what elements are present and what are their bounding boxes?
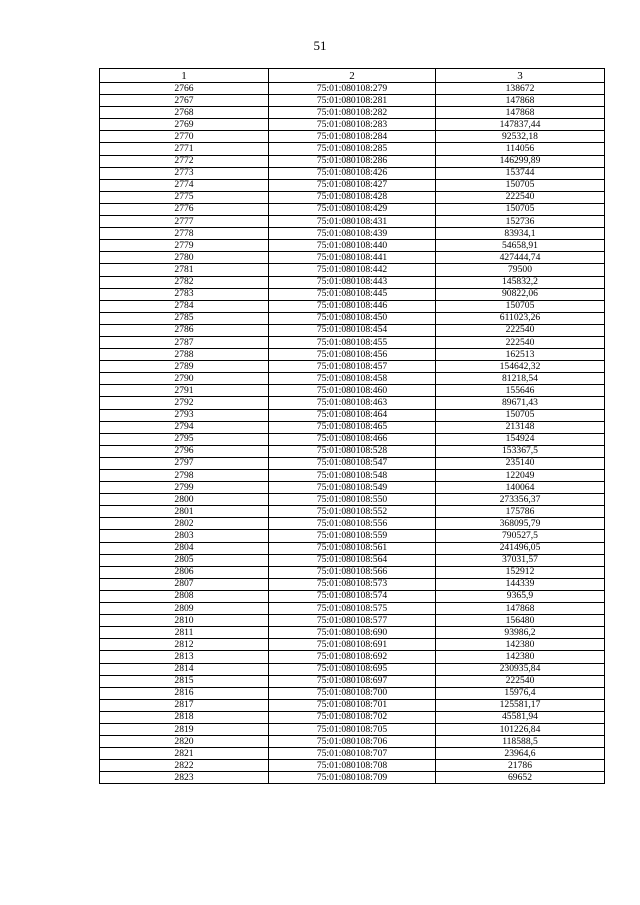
table-row [100, 445, 605, 457]
value-cell: 155646 [436, 385, 605, 397]
row-number-cell: 2784 [100, 300, 269, 312]
row-number-cell: 2806 [100, 566, 269, 578]
table-row [100, 155, 605, 167]
table-row [100, 276, 605, 288]
table-row [100, 264, 605, 276]
value-cell: 23964,6 [436, 748, 605, 760]
table-row [100, 167, 605, 179]
table-row [100, 336, 605, 348]
cadastral-number-cell: 75:01:080108:429 [269, 203, 436, 215]
table-row [100, 119, 605, 131]
cadastral-number-cell: 75:01:080108:691 [269, 639, 436, 651]
row-number-cell: 2798 [100, 470, 269, 482]
table-row [100, 554, 605, 566]
cadastral-number-cell: 75:01:080108:457 [269, 361, 436, 373]
cadastral-number-cell: 75:01:080108:573 [269, 578, 436, 590]
table-row [100, 639, 605, 651]
row-number-cell: 2800 [100, 494, 269, 506]
value-cell: 213148 [436, 421, 605, 433]
cadastral-number-cell: 75:01:080108:561 [269, 542, 436, 554]
value-cell: 153367,5 [436, 445, 605, 457]
row-number-cell: 2804 [100, 542, 269, 554]
table-row [100, 699, 605, 711]
value-cell: 142380 [436, 651, 605, 663]
table-row [100, 83, 605, 95]
row-number-cell: 2815 [100, 675, 269, 687]
cadastral-number-cell: 75:01:080108:465 [269, 421, 436, 433]
row-number-cell: 2814 [100, 663, 269, 675]
row-number-cell: 2803 [100, 530, 269, 542]
value-cell: 156480 [436, 615, 605, 627]
table-row [100, 748, 605, 760]
value-cell: 150705 [436, 179, 605, 191]
row-number-cell: 2792 [100, 397, 269, 409]
value-cell: 611023,26 [436, 312, 605, 324]
cadastral-number-cell: 75:01:080108:428 [269, 191, 436, 203]
row-number-cell: 2819 [100, 723, 269, 735]
value-cell: 273356,37 [436, 494, 605, 506]
row-number-cell: 2777 [100, 216, 269, 228]
value-cell: 235140 [436, 457, 605, 469]
table-row [100, 433, 605, 445]
row-number-cell: 2766 [100, 83, 269, 95]
cadastral-number-cell: 75:01:080108:708 [269, 760, 436, 772]
row-number-cell: 2782 [100, 276, 269, 288]
row-number-cell: 2768 [100, 107, 269, 119]
value-cell: 81218,54 [436, 373, 605, 385]
cadastral-number-cell: 75:01:080108:439 [269, 228, 436, 240]
table-row [100, 772, 605, 784]
cadastral-number-cell: 75:01:080108:458 [269, 373, 436, 385]
table-row [100, 143, 605, 155]
cadastral-number-cell: 75:01:080108:454 [269, 324, 436, 336]
row-number-cell: 2772 [100, 155, 269, 167]
value-cell: 152736 [436, 216, 605, 228]
value-cell: 222540 [436, 191, 605, 203]
cadastral-number-cell: 75:01:080108:697 [269, 675, 436, 687]
row-number-cell: 2797 [100, 457, 269, 469]
table-row [100, 457, 605, 469]
row-number-cell: 2795 [100, 433, 269, 445]
value-cell: 146299,89 [436, 155, 605, 167]
cadastral-number-cell: 75:01:080108:455 [269, 336, 436, 348]
value-cell: 790527,5 [436, 530, 605, 542]
row-number-cell: 2793 [100, 409, 269, 421]
table-row [100, 736, 605, 748]
row-number-cell: 2791 [100, 385, 269, 397]
table-row [100, 228, 605, 240]
row-number-cell: 2796 [100, 445, 269, 457]
table-row [100, 349, 605, 361]
table-row [100, 324, 605, 336]
value-cell: 145832,2 [436, 276, 605, 288]
row-number-cell: 2776 [100, 203, 269, 215]
table-row [100, 470, 605, 482]
table-body [100, 83, 605, 784]
row-number-cell: 2816 [100, 687, 269, 699]
cadastral-number-cell: 75:01:080108:464 [269, 409, 436, 421]
table-row [100, 361, 605, 373]
table-row [100, 578, 605, 590]
cadastral-number-cell: 75:01:080108:577 [269, 615, 436, 627]
table-row [100, 711, 605, 723]
table-row [100, 663, 605, 675]
cadastral-number-cell: 75:01:080108:440 [269, 240, 436, 252]
value-cell: 147868 [436, 603, 605, 615]
value-cell: 153744 [436, 167, 605, 179]
cadastral-number-cell: 75:01:080108:706 [269, 736, 436, 748]
value-cell: 45581,94 [436, 711, 605, 723]
row-number-cell: 2774 [100, 179, 269, 191]
row-number-cell: 2781 [100, 264, 269, 276]
value-cell: 90822,06 [436, 288, 605, 300]
table-row [100, 373, 605, 385]
cadastral-number-cell: 75:01:080108:549 [269, 482, 436, 494]
row-number-cell: 2805 [100, 554, 269, 566]
value-cell: 54658,91 [436, 240, 605, 252]
table-row [100, 385, 605, 397]
table-row [100, 530, 605, 542]
row-number-cell: 2808 [100, 590, 269, 602]
value-cell: 15976,4 [436, 687, 605, 699]
row-number-cell: 2779 [100, 240, 269, 252]
row-number-cell: 2783 [100, 288, 269, 300]
table-row [100, 675, 605, 687]
cadastral-number-cell: 75:01:080108:460 [269, 385, 436, 397]
cadastral-number-cell: 75:01:080108:285 [269, 143, 436, 155]
row-number-cell: 2790 [100, 373, 269, 385]
row-number-cell: 2812 [100, 639, 269, 651]
value-cell: 154924 [436, 433, 605, 445]
row-number-cell: 2786 [100, 324, 269, 336]
table-row [100, 312, 605, 324]
value-cell: 122049 [436, 470, 605, 482]
value-cell: 147868 [436, 107, 605, 119]
row-number-cell: 2811 [100, 627, 269, 639]
value-cell: 138672 [436, 83, 605, 95]
value-cell: 222540 [436, 675, 605, 687]
value-cell: 125581,17 [436, 699, 605, 711]
column-header-1: 1 [100, 69, 269, 83]
row-number-cell: 2788 [100, 349, 269, 361]
page-number: 51 [313, 38, 327, 53]
row-number-cell: 2801 [100, 506, 269, 518]
value-cell: 162513 [436, 349, 605, 361]
cadastral-number-cell: 75:01:080108:528 [269, 445, 436, 457]
table-row [100, 203, 605, 215]
table-row [100, 518, 605, 530]
value-cell: 79500 [436, 264, 605, 276]
table-row [100, 252, 605, 264]
value-cell: 175786 [436, 506, 605, 518]
value-cell: 152912 [436, 566, 605, 578]
value-cell: 150705 [436, 203, 605, 215]
cadastral-number-cell: 75:01:080108:442 [269, 264, 436, 276]
cadastral-number-cell: 75:01:080108:556 [269, 518, 436, 530]
row-number-cell: 2787 [100, 336, 269, 348]
value-cell: 114056 [436, 143, 605, 155]
value-cell: 118588,5 [436, 736, 605, 748]
cadastral-number-cell: 75:01:080108:426 [269, 167, 436, 179]
cadastral-number-cell: 75:01:080108:547 [269, 457, 436, 469]
table-row [100, 95, 605, 107]
cadastral-number-cell: 75:01:080108:282 [269, 107, 436, 119]
cadastral-number-cell: 75:01:080108:695 [269, 663, 436, 675]
table-row [100, 300, 605, 312]
row-number-cell: 2775 [100, 191, 269, 203]
value-cell: 101226,84 [436, 723, 605, 735]
row-number-cell: 2817 [100, 699, 269, 711]
row-number-cell: 2802 [100, 518, 269, 530]
cadastral-number-cell: 75:01:080108:427 [269, 179, 436, 191]
table-row [100, 179, 605, 191]
cadastral-number-cell: 75:01:080108:559 [269, 530, 436, 542]
cadastral-number-cell: 75:01:080108:446 [269, 300, 436, 312]
table-row [100, 131, 605, 143]
value-cell: 92532,18 [436, 131, 605, 143]
row-number-cell: 2770 [100, 131, 269, 143]
table-row [100, 482, 605, 494]
table-row [100, 107, 605, 119]
cadastral-number-cell: 75:01:080108:564 [269, 554, 436, 566]
cadastral-number-cell: 75:01:080108:702 [269, 711, 436, 723]
table-row [100, 216, 605, 228]
cadastral-number-cell: 75:01:080108:443 [269, 276, 436, 288]
cadastral-number-cell: 75:01:080108:709 [269, 772, 436, 784]
column-header-2: 2 [269, 69, 436, 83]
cadastral-number-cell: 75:01:080108:575 [269, 603, 436, 615]
row-number-cell: 2778 [100, 228, 269, 240]
table-row [100, 542, 605, 554]
table-row [100, 651, 605, 663]
row-number-cell: 2794 [100, 421, 269, 433]
row-number-cell: 2773 [100, 167, 269, 179]
value-cell: 147868 [436, 95, 605, 107]
table-row [100, 687, 605, 699]
value-cell: 142380 [436, 639, 605, 651]
cadastral-number-cell: 75:01:080108:566 [269, 566, 436, 578]
value-cell: 368095,79 [436, 518, 605, 530]
cadastral-number-cell: 75:01:080108:456 [269, 349, 436, 361]
column-header-3: 3 [436, 69, 605, 83]
row-number-cell: 2821 [100, 748, 269, 760]
table-row [100, 603, 605, 615]
table-row [100, 494, 605, 506]
value-cell: 241496,05 [436, 542, 605, 554]
cadastral-number-cell: 75:01:080108:690 [269, 627, 436, 639]
row-number-cell: 2807 [100, 578, 269, 590]
table-row [100, 240, 605, 252]
table-row [100, 627, 605, 639]
cadastral-number-cell: 75:01:080108:548 [269, 470, 436, 482]
row-number-cell: 2810 [100, 615, 269, 627]
cadastral-number-cell: 75:01:080108:692 [269, 651, 436, 663]
cadastral-number-cell: 75:01:080108:463 [269, 397, 436, 409]
cadastral-number-cell: 75:01:080108:441 [269, 252, 436, 264]
cadastral-number-cell: 75:01:080108:450 [269, 312, 436, 324]
value-cell: 69652 [436, 772, 605, 784]
table-row [100, 288, 605, 300]
value-cell: 83934,1 [436, 228, 605, 240]
table-row [100, 566, 605, 578]
cadastral-number-cell: 75:01:080108:701 [269, 699, 436, 711]
value-cell: 9365,9 [436, 590, 605, 602]
cadastral-number-cell: 75:01:080108:705 [269, 723, 436, 735]
value-cell: 140064 [436, 482, 605, 494]
table-row [100, 421, 605, 433]
table-row [100, 615, 605, 627]
cadastral-number-cell: 75:01:080108:445 [269, 288, 436, 300]
value-cell: 37031,57 [436, 554, 605, 566]
cadastral-number-cell: 75:01:080108:707 [269, 748, 436, 760]
table-row [100, 409, 605, 421]
table-row [100, 760, 605, 772]
row-number-cell: 2767 [100, 95, 269, 107]
cadastral-number-cell: 75:01:080108:700 [269, 687, 436, 699]
cadastral-number-cell: 75:01:080108:431 [269, 216, 436, 228]
value-cell: 230935,84 [436, 663, 605, 675]
row-number-cell: 2769 [100, 119, 269, 131]
data-table [99, 68, 605, 784]
cadastral-number-cell: 75:01:080108:466 [269, 433, 436, 445]
cadastral-number-cell: 75:01:080108:286 [269, 155, 436, 167]
row-number-cell: 2822 [100, 760, 269, 772]
row-number-cell: 2818 [100, 711, 269, 723]
cadastral-number-cell: 75:01:080108:283 [269, 119, 436, 131]
row-number-cell: 2813 [100, 651, 269, 663]
cadastral-number-cell: 75:01:080108:279 [269, 83, 436, 95]
cadastral-number-cell: 75:01:080108:552 [269, 506, 436, 518]
table-row [100, 506, 605, 518]
value-cell: 222540 [436, 324, 605, 336]
row-number-cell: 2771 [100, 143, 269, 155]
cadastral-number-cell: 75:01:080108:550 [269, 494, 436, 506]
row-number-cell: 2799 [100, 482, 269, 494]
row-number-cell: 2785 [100, 312, 269, 324]
table-header-row [100, 69, 605, 83]
cadastral-number-cell: 75:01:080108:574 [269, 590, 436, 602]
row-number-cell: 2823 [100, 772, 269, 784]
table-row [100, 397, 605, 409]
value-cell: 93986,2 [436, 627, 605, 639]
value-cell: 21786 [436, 760, 605, 772]
table-row [100, 590, 605, 602]
row-number-cell: 2809 [100, 603, 269, 615]
value-cell: 154642,32 [436, 361, 605, 373]
value-cell: 144339 [436, 578, 605, 590]
value-cell: 147837,44 [436, 119, 605, 131]
value-cell: 427444,74 [436, 252, 605, 264]
table-row [100, 191, 605, 203]
row-number-cell: 2789 [100, 361, 269, 373]
row-number-cell: 2780 [100, 252, 269, 264]
value-cell: 150705 [436, 300, 605, 312]
row-number-cell: 2820 [100, 736, 269, 748]
value-cell: 150705 [436, 409, 605, 421]
value-cell: 222540 [436, 336, 605, 348]
cadastral-number-cell: 75:01:080108:284 [269, 131, 436, 143]
cadastral-number-cell: 75:01:080108:281 [269, 95, 436, 107]
table-row [100, 723, 605, 735]
value-cell: 89671,43 [436, 397, 605, 409]
